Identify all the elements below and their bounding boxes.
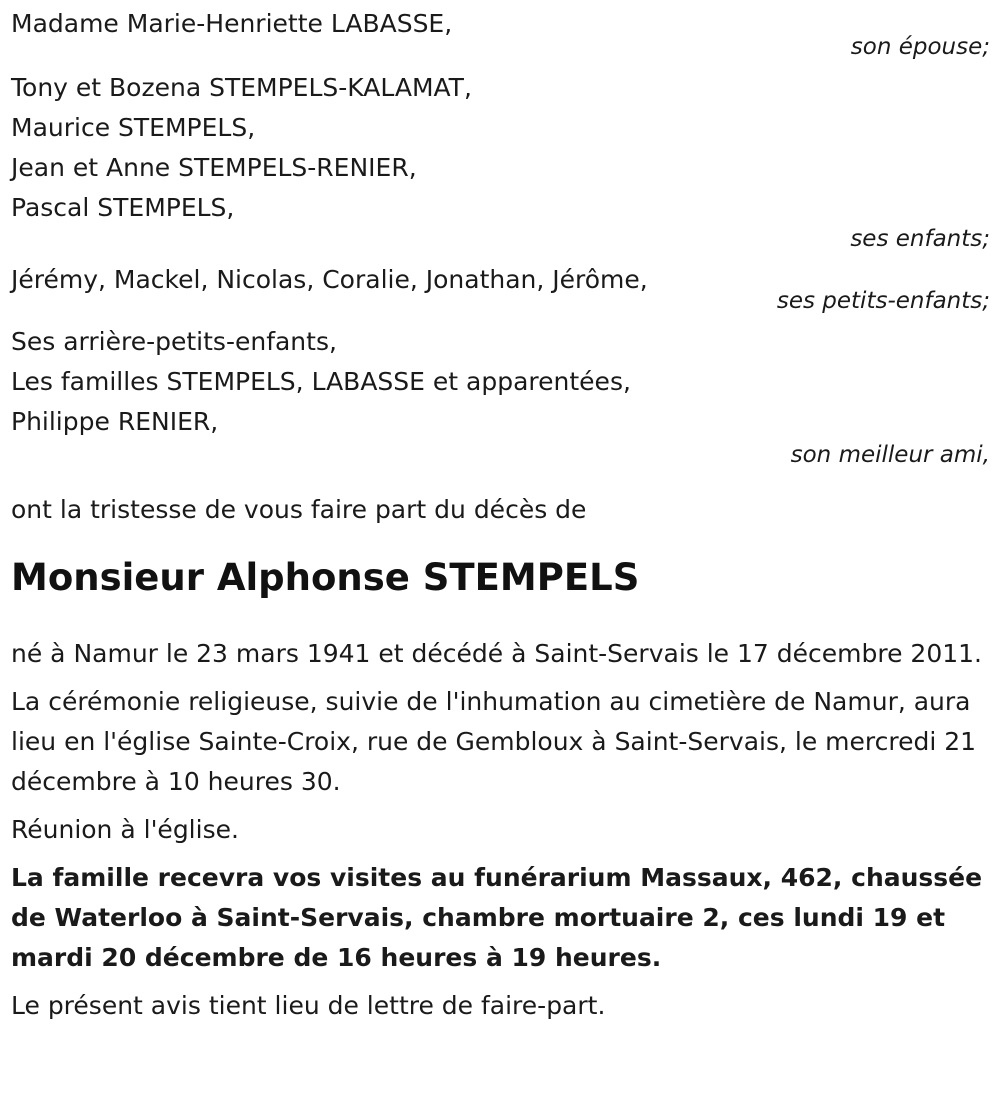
intro-text: ont la tristesse de vous faire part du décès de [11,495,587,524]
spouse-role: son épouse; [850,34,990,60]
deceased-name: Monsieur Alphonse STEMPELS [11,556,640,599]
best-friend-role: son meilleur ami, [790,442,990,468]
child-name: Maurice STEMPELS, [11,113,256,142]
ceremony-text: La cérémonie religieuse, suivie de l'inhumation au cimetière de Namur, aura lieu en l'église Sainte-Croix, rue de Gembloux à Saint-Servais, le mercredi 21 décembre à 10 heures 30. [11,687,977,796]
grandchildren-role: ses petits-enfants; [776,288,990,314]
child-name: Tony et Bozena STEMPELS-KALAMAT, [11,73,472,102]
children-role: ses enfants; [850,226,990,252]
meeting-text: Réunion à l'église. [11,815,239,844]
other-relatives-line: Ses arrière-petits-enfants, [11,327,337,356]
spouse-name: Madame Marie-Henriette LABASSE, [11,9,453,38]
child-name: Pascal STEMPELS, [11,193,235,222]
closing-text: Le présent avis tient lieu de lettre de faire-part. [11,991,606,1020]
other-relatives-line: Philippe RENIER, [11,407,219,436]
visits-text: La famille recevra vos visites au funérarium Massaux, 462, chaussée de Waterloo à Saint-Servais, chambre mortuaire 2, ces lundi 19 et mardi 20 décembre de 16 heures à 19 heures. [11,863,983,972]
child-name: Jean et Anne STEMPELS-RENIER, [11,153,417,182]
other-relatives-line: Les familles STEMPELS, LABASSE et apparentées, [11,367,631,396]
birth-death-text: né à Namur le 23 mars 1941 et décédé à Saint-Servais le 17 décembre 2011. [11,639,982,668]
grandchildren-names: Jérémy, Mackel, Nicolas, Coralie, Jonathan, Jérôme, [11,265,648,294]
